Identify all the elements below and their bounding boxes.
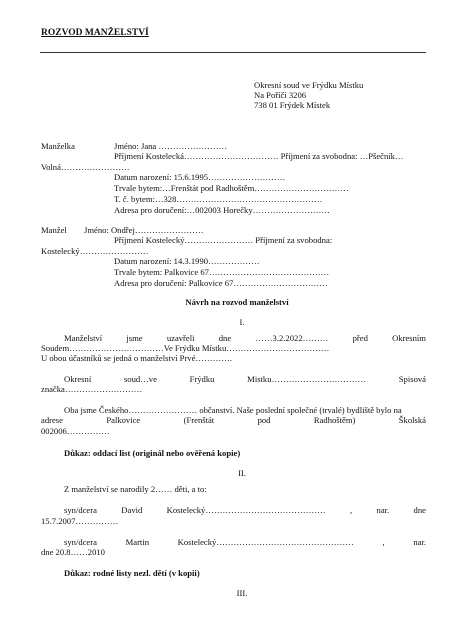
last-address-line <box>41 415 426 425</box>
wife-delivery-address: Adresa pro doručení:…002003 Horečky……………………… <box>114 205 330 215</box>
text-segment: Manželství <box>64 333 103 343</box>
wife-surname: Příjmení Kostelecká…………………………… Příjmení za svobodna: …Pšečník… <box>114 151 404 161</box>
child-2-name: Kostelecký………………………………………… <box>177 537 354 547</box>
marriage-date-line <box>64 333 426 343</box>
husband-surname: Příjmení Kostelecký…………………… Příjmení za svobodna: <box>114 235 333 245</box>
husband-delivery-address: Adresa pro doručení: Palkovice 67…………………………… <box>114 278 328 288</box>
citizenship-line: Oba jsme Českého…………………… občanství. Naše poslední společné (trvalé) bydliště bylo na <box>64 405 402 415</box>
child-1-name: Kostelecký…………………………………… <box>166 505 326 515</box>
husband-maiden-cont: Kostelecký…………………… <box>41 246 149 256</box>
text-segment: , <box>350 505 353 515</box>
petition-heading: Návrh na rozvod manželství <box>185 297 289 307</box>
document-title: ROZVOD MANŽELSTVÍ <box>41 28 149 38</box>
text-segment: pod <box>257 415 271 425</box>
wife-residence: Trvale bytem:…Frenštát pod Radhoštěm…………………………… <box>114 183 349 193</box>
text-segment: adrese <box>41 415 63 425</box>
text-segment: jsme <box>126 333 143 343</box>
marriage-type: U obou účastníků se jedná o manželství Prvé…………. <box>41 353 232 363</box>
section-3-number: III. <box>236 588 248 598</box>
text-segment: Mistku…………………………… <box>247 374 367 384</box>
husband-first-name: Jméno: Ondřej…………………… <box>84 225 204 235</box>
child-1-line <box>64 505 426 515</box>
wife-first-name: Jméno: Jana …………………… <box>114 141 228 151</box>
text-segment: syn/dcera <box>64 505 97 515</box>
text-segment: před <box>352 333 368 343</box>
text-segment: Školská <box>398 415 426 425</box>
section-1-number: I. <box>239 317 245 327</box>
text-segment: soud…ve <box>123 374 157 384</box>
marriage-place: Soudem……………………………Ve Frýdku Místku……………………………… <box>41 343 330 353</box>
text-segment: Okresním <box>392 333 426 343</box>
wife-label: Manželka <box>41 141 75 151</box>
title-rule <box>40 52 426 53</box>
child-2-line <box>64 537 426 547</box>
husband-residence: Trvale bytem: Palkovice 67…………………………………… <box>114 267 330 277</box>
text-segment: nar. <box>376 505 390 515</box>
text-segment: , <box>382 537 385 547</box>
court-street: Na Poříčí 3206 <box>254 90 307 100</box>
children-count-line: Z manželství se narodily 2…… děti, a to: <box>64 484 207 494</box>
last-address-number: 002006…………… <box>41 426 110 436</box>
text-segment: David <box>121 505 143 515</box>
court-file-line <box>64 374 426 384</box>
text-segment: Frýdku <box>189 374 215 384</box>
wife-maiden-cont: Volná…………………… <box>41 162 130 172</box>
child-1-birth-date: 15.7.2007…………… <box>41 516 119 526</box>
wife-birth-date: Datum narození: 15.6.1995……………………… <box>114 172 286 182</box>
text-segment: uzavřeli <box>166 333 195 343</box>
file-number: značka……………………… <box>41 384 143 394</box>
text-segment: Martin <box>125 537 149 547</box>
court-name: Okresní soud ve Frýdku Místku <box>254 80 364 90</box>
court-city: 738 01 Frýdek Místek <box>254 100 331 110</box>
text-segment: Okresní <box>64 374 92 384</box>
marriage-date: ……3.2.2022……… <box>255 333 329 343</box>
child-2-birth-date: dne 20.8……2010 <box>41 547 105 557</box>
text-segment: Palkovice <box>106 415 141 425</box>
text-segment: Radhoštěm) <box>313 415 356 425</box>
text-segment: nar. <box>413 537 426 547</box>
section-2-number: II. <box>238 468 246 478</box>
text-segment: (Frenštát <box>183 415 215 425</box>
text-segment: dne <box>413 505 426 515</box>
evidence-marriage: Důkaz: oddací list (originál nebo ověřená kopie) <box>64 448 241 458</box>
evidence-children: Důkaz: rodné listy nezl. dětí (v kopii) <box>64 568 200 578</box>
husband-birth-date: Datum narození: 14.3.1990……………… <box>114 256 260 266</box>
text-segment: dne <box>218 333 232 343</box>
text-segment: Spisová <box>398 374 426 384</box>
wife-house-number: T. č. bytem:…328…………………………………………… <box>114 194 323 204</box>
text-segment: syn/dcera <box>64 537 97 547</box>
husband-label: Manžel <box>41 225 67 235</box>
